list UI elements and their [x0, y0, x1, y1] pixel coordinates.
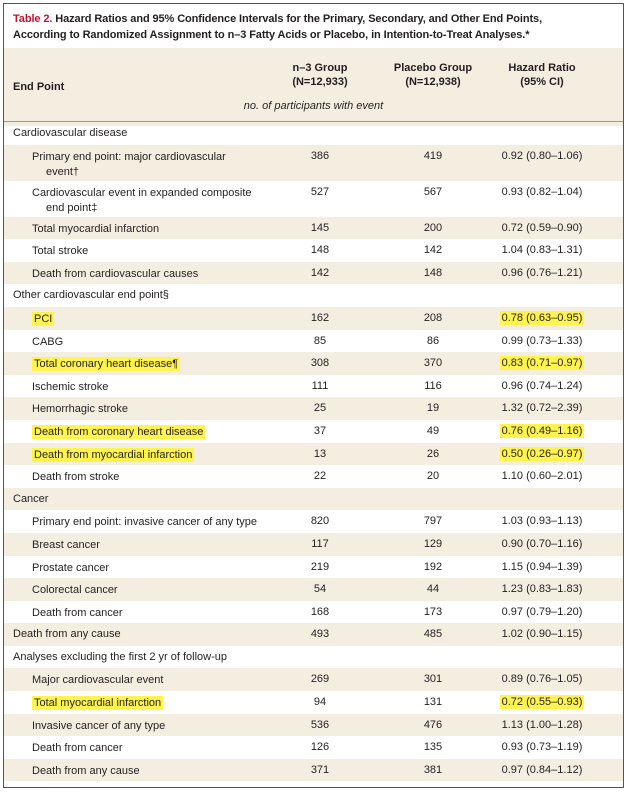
placebo-count-text: 142 — [423, 244, 443, 257]
hazard-ratio — [482, 741, 602, 753]
table-row — [4, 465, 623, 488]
row-label-text: Death from cardiovascular causes — [32, 267, 199, 280]
hazard-ratio — [482, 150, 602, 162]
n3-count — [300, 561, 340, 573]
n3-count — [300, 335, 340, 347]
n3-count — [300, 583, 340, 595]
hazard-ratio-text: 0.99 (0.73–1.33) — [501, 334, 583, 347]
row-label-text: Death from cancer — [32, 742, 123, 755]
col-header-placebo — [393, 61, 473, 89]
hazard-ratio-text: 0.96 (0.76–1.21) — [501, 266, 583, 279]
table-label: Table 2. — [13, 13, 53, 25]
hazard-ratio — [482, 380, 602, 392]
col-header-hr-line2: (95% CI) — [520, 76, 564, 88]
hazard-ratio — [482, 267, 602, 279]
placebo-count — [413, 448, 453, 460]
section-label — [13, 651, 227, 663]
placebo-count — [413, 628, 453, 640]
placebo-count — [413, 244, 453, 256]
row-label-text: Total coronary heart disease¶ — [34, 358, 179, 371]
n3-count — [300, 402, 340, 414]
row-label — [32, 719, 262, 734]
n3-count — [300, 606, 340, 618]
row-label — [32, 583, 262, 598]
hazard-ratio-text: 1.03 (0.93–1.13) — [501, 515, 583, 528]
hazard-ratio-text: 0.90 (0.70–1.16) — [501, 537, 583, 550]
placebo-count — [413, 741, 453, 753]
row-label-text: Death from coronary heart disease — [34, 425, 204, 438]
n3-count-text: 219 — [310, 560, 330, 573]
n3-count-text: 85 — [313, 334, 327, 347]
row-label-text: Death from cancer — [32, 606, 123, 619]
placebo-count-text: 129 — [423, 537, 443, 550]
n3-count-text: 13 — [313, 447, 327, 460]
table-row — [4, 646, 623, 669]
placebo-count — [413, 222, 453, 234]
caption-line1: Hazard Ratios and 95% Confidence Intervals for the Primary, Secondary, and Other End Points, — [52, 13, 543, 25]
caption-line2: According to Randomized Assignment to n–3 Fatty Acids or Placebo, in Intention-to-Treat Analyses.* — [13, 29, 530, 41]
hazard-ratio — [482, 448, 602, 460]
section-label — [13, 493, 48, 505]
row-label-text: Primary end point: invasive cancer of any type — [32, 516, 258, 529]
table-row — [4, 145, 623, 181]
n3-count-text: 94 — [313, 696, 327, 709]
hazard-ratio — [482, 425, 602, 437]
n3-count — [300, 186, 340, 198]
placebo-count-text: 192 — [423, 560, 443, 573]
hazard-ratio — [482, 335, 602, 347]
placebo-count — [413, 470, 453, 482]
row-label — [32, 561, 262, 576]
hazard-ratio-text: 0.83 (0.71–0.97) — [501, 357, 583, 370]
hazard-ratio — [482, 673, 602, 685]
row-label — [32, 538, 262, 553]
n3-count — [300, 380, 340, 392]
placebo-count — [413, 150, 453, 162]
row-label — [32, 741, 262, 756]
row-label — [32, 244, 262, 259]
table-row — [4, 510, 623, 533]
table-row — [4, 375, 623, 398]
row-label — [32, 312, 262, 327]
hazard-ratio-text: 1.32 (0.72–2.39) — [501, 402, 583, 415]
hazard-ratio — [482, 402, 602, 414]
placebo-count-text: 116 — [424, 379, 442, 392]
hazard-ratio-text: 0.93 (0.73–1.19) — [501, 741, 583, 754]
row-label — [32, 267, 262, 282]
placebo-count — [413, 380, 453, 392]
placebo-count-text: 370 — [423, 357, 443, 370]
n3-count-text: 493 — [310, 628, 330, 641]
placebo-count — [413, 606, 453, 618]
table-row — [4, 443, 623, 466]
table-row — [4, 623, 623, 646]
hazard-ratio — [482, 583, 602, 595]
n3-count — [300, 357, 340, 369]
n3-count — [300, 696, 340, 708]
placebo-count — [413, 515, 453, 527]
row-label — [32, 186, 262, 216]
placebo-count-text: 797 — [423, 515, 443, 528]
n3-count-text: 386 — [310, 149, 330, 162]
placebo-count-text: 19 — [426, 402, 440, 415]
table-row — [4, 330, 623, 353]
placebo-count — [413, 267, 453, 279]
row-label-text: Ischemic stroke — [32, 380, 109, 393]
placebo-count-text: 200 — [423, 221, 443, 234]
table-row — [4, 736, 623, 759]
table-row — [4, 420, 623, 443]
n3-count-text: 527 — [310, 185, 330, 198]
row-label-text: Death from any cause — [13, 628, 121, 641]
row-label-text-cont: event† — [46, 165, 80, 178]
n3-count-text: 142 — [310, 266, 330, 279]
table-row — [4, 284, 623, 307]
hazard-ratio-text: 0.92 (0.80–1.06) — [501, 149, 583, 162]
hazard-ratio-text: 1.23 (0.83–1.83) — [501, 583, 583, 596]
placebo-count — [413, 186, 453, 198]
row-label — [32, 764, 262, 779]
section-label — [13, 289, 169, 301]
row-label-text: Cardiovascular disease — [13, 127, 128, 139]
row-label-text: Other cardiovascular end point§ — [13, 289, 169, 302]
row-label-text: Major cardiovascular event — [32, 674, 164, 687]
n3-count-text: 820 — [310, 515, 330, 528]
n3-count — [300, 150, 340, 162]
n3-count-text: 117 — [311, 537, 329, 550]
row-label — [32, 425, 262, 440]
n3-count-text: 37 — [313, 424, 327, 437]
hazard-ratio — [482, 606, 602, 618]
table-row — [4, 307, 623, 330]
table-frame — [3, 3, 624, 788]
hazard-ratio — [482, 515, 602, 527]
table-row — [4, 262, 623, 285]
row-label-text: Colorectal cancer — [32, 584, 118, 597]
table-caption — [4, 4, 623, 46]
placebo-count-text: 208 — [423, 311, 443, 324]
placebo-count-text: 20 — [426, 470, 440, 483]
table-row — [4, 397, 623, 420]
table-row — [4, 352, 623, 375]
hazard-ratio-text: 0.78 (0.63–0.95) — [501, 311, 583, 324]
hazard-ratio-text: 1.04 (0.83–1.31) — [501, 244, 583, 257]
row-label — [32, 515, 262, 530]
section-label — [13, 628, 121, 640]
row-label — [32, 448, 262, 463]
n3-count — [300, 425, 340, 437]
row-label — [32, 380, 262, 395]
hazard-ratio-text: 0.97 (0.79–1.20) — [501, 605, 583, 618]
placebo-count — [413, 335, 453, 347]
row-label-text: Total myocardial infarction — [34, 697, 162, 710]
row-label-text: Hemorrhagic stroke — [32, 403, 128, 416]
hazard-ratio-text: 0.72 (0.59–0.90) — [501, 221, 583, 234]
n3-count — [300, 267, 340, 279]
table-row — [4, 217, 623, 240]
row-label — [32, 470, 262, 485]
col-header-end-point: End Point — [13, 81, 65, 93]
hazard-ratio — [482, 628, 602, 640]
placebo-count — [413, 764, 453, 776]
row-label-text: Death from stroke — [32, 471, 120, 484]
subheader: no. of participants with event — [243, 100, 384, 112]
row-label — [32, 606, 262, 621]
table-row — [4, 488, 623, 511]
col-header-hazard-ratio — [502, 61, 582, 89]
placebo-count-text: 381 — [423, 763, 443, 776]
n3-count-text: 22 — [313, 470, 327, 483]
hazard-ratio — [482, 719, 602, 731]
placebo-count — [413, 357, 453, 369]
table-row — [4, 122, 623, 145]
placebo-count — [413, 538, 453, 550]
placebo-count-text: 49 — [426, 424, 440, 437]
placebo-count-text: 131 — [423, 696, 443, 709]
placebo-count-text: 86 — [426, 334, 440, 347]
section-label — [13, 127, 127, 139]
hazard-ratio — [482, 470, 602, 482]
row-label-text: Total stroke — [32, 245, 89, 258]
placebo-count — [413, 561, 453, 573]
table-row — [4, 556, 623, 579]
hazard-ratio — [482, 538, 602, 550]
n3-count — [300, 719, 340, 731]
n3-count-text: 54 — [313, 583, 327, 596]
row-label — [32, 150, 262, 180]
n3-count-text: 371 — [310, 763, 330, 776]
n3-count — [300, 673, 340, 685]
row-label-text: Total myocardial infarction — [32, 222, 160, 235]
table-row — [4, 601, 623, 624]
placebo-count-text: 301 — [423, 673, 443, 686]
table-row — [4, 181, 623, 217]
col-header-placebo-line2: (N=12,938) — [405, 76, 461, 88]
row-label — [32, 402, 262, 417]
row-label-text: Death from myocardial infarction — [34, 448, 193, 461]
n3-count-text: 148 — [310, 244, 330, 257]
row-label — [32, 673, 262, 688]
table-row — [4, 668, 623, 691]
hazard-ratio — [482, 357, 602, 369]
n3-count — [300, 312, 340, 324]
n3-count — [300, 741, 340, 753]
n3-count — [300, 244, 340, 256]
hazard-ratio-text: 0.72 (0.55–0.93) — [501, 696, 583, 709]
placebo-count-text: 419 — [423, 149, 443, 162]
n3-count-text: 145 — [310, 221, 330, 234]
table-row — [4, 239, 623, 262]
row-label-text: CABG — [32, 335, 64, 348]
n3-count-text: 168 — [310, 605, 330, 618]
hazard-ratio — [482, 222, 602, 234]
hazard-ratio — [482, 244, 602, 256]
hazard-ratio — [482, 186, 602, 198]
placebo-count — [413, 719, 453, 731]
col-header-n3-line1: n–3 Group — [292, 62, 348, 74]
hazard-ratio-text: 0.93 (0.82–1.04) — [501, 185, 583, 198]
table-row — [4, 578, 623, 601]
col-header-n3-line2: (N=12,933) — [292, 76, 348, 88]
placebo-count — [413, 425, 453, 437]
n3-count-text: 269 — [310, 673, 330, 686]
hazard-ratio-text: 0.97 (0.84–1.12) — [501, 763, 583, 776]
table-row — [4, 691, 623, 714]
hazard-ratio — [482, 312, 602, 324]
hazard-ratio-text: 0.50 (0.26–0.97) — [501, 447, 583, 460]
hazard-ratio-text: 0.76 (0.49–1.16) — [501, 424, 583, 437]
table-body — [4, 122, 623, 781]
hazard-ratio — [482, 696, 602, 708]
n3-count — [300, 538, 340, 550]
row-label-text: Cardiovascular event in expanded composite — [32, 186, 252, 199]
hazard-ratio-text: 1.15 (0.94–1.39) — [501, 560, 583, 573]
placebo-count — [413, 402, 453, 414]
hazard-ratio-text: 0.96 (0.74–1.24) — [501, 379, 583, 392]
placebo-count-text: 148 — [423, 266, 443, 279]
n3-count-text: 162 — [310, 311, 330, 324]
n3-count — [300, 628, 340, 640]
row-label-text: Death from any cause — [32, 764, 140, 777]
row-label — [32, 335, 262, 350]
placebo-count-text: 135 — [423, 741, 443, 754]
n3-count — [300, 515, 340, 527]
placebo-count-text: 44 — [426, 583, 440, 596]
placebo-count-text: 485 — [423, 628, 443, 641]
row-label — [32, 222, 262, 237]
n3-count-text: 536 — [310, 718, 330, 731]
row-label-text: Analyses excluding the first 2 yr of follow-up — [13, 650, 227, 663]
row-label-text: Breast cancer — [32, 538, 100, 551]
placebo-count-text: 173 — [423, 605, 443, 618]
row-label-text: PCI — [34, 312, 53, 325]
col-header-hr-line1: Hazard Ratio — [508, 62, 576, 74]
placebo-count-text: 567 — [423, 185, 443, 198]
row-label — [32, 696, 262, 711]
placebo-count — [413, 696, 453, 708]
placebo-count — [413, 673, 453, 685]
n3-count — [300, 470, 340, 482]
col-header-placebo-line1: Placebo Group — [393, 62, 473, 74]
hazard-ratio — [482, 764, 602, 776]
hazard-ratio-text: 1.13 (1.00–1.28) — [501, 718, 583, 731]
table-row — [4, 759, 623, 782]
hazard-ratio-text: 1.02 (0.90–1.15) — [501, 628, 583, 641]
row-label-text: Cancer — [13, 492, 49, 505]
placebo-count-text: 26 — [426, 447, 440, 460]
table-row — [4, 533, 623, 556]
n3-count-text: 111 — [311, 379, 329, 392]
row-label-text-cont: end point‡ — [46, 201, 98, 214]
n3-count-text: 25 — [313, 402, 327, 415]
n3-count — [300, 764, 340, 776]
row-label-text: Invasive cancer of any type — [32, 719, 166, 732]
hazard-ratio-text: 1.10 (0.60–2.01) — [501, 470, 583, 483]
placebo-count — [413, 583, 453, 595]
n3-count — [300, 222, 340, 234]
n3-count — [300, 448, 340, 460]
hazard-ratio — [482, 561, 602, 573]
row-label-text: Prostate cancer — [32, 561, 110, 574]
hazard-ratio-text: 0.89 (0.76–1.05) — [501, 673, 583, 686]
placebo-count — [413, 312, 453, 324]
col-header-n3 — [280, 61, 360, 89]
placebo-count-text: 476 — [423, 718, 443, 731]
table-row — [4, 714, 623, 737]
n3-count-text: 126 — [310, 741, 330, 754]
row-label-text: Primary end point: major cardiovascular — [32, 150, 226, 163]
n3-count-text: 308 — [310, 357, 330, 370]
row-label — [32, 357, 262, 372]
